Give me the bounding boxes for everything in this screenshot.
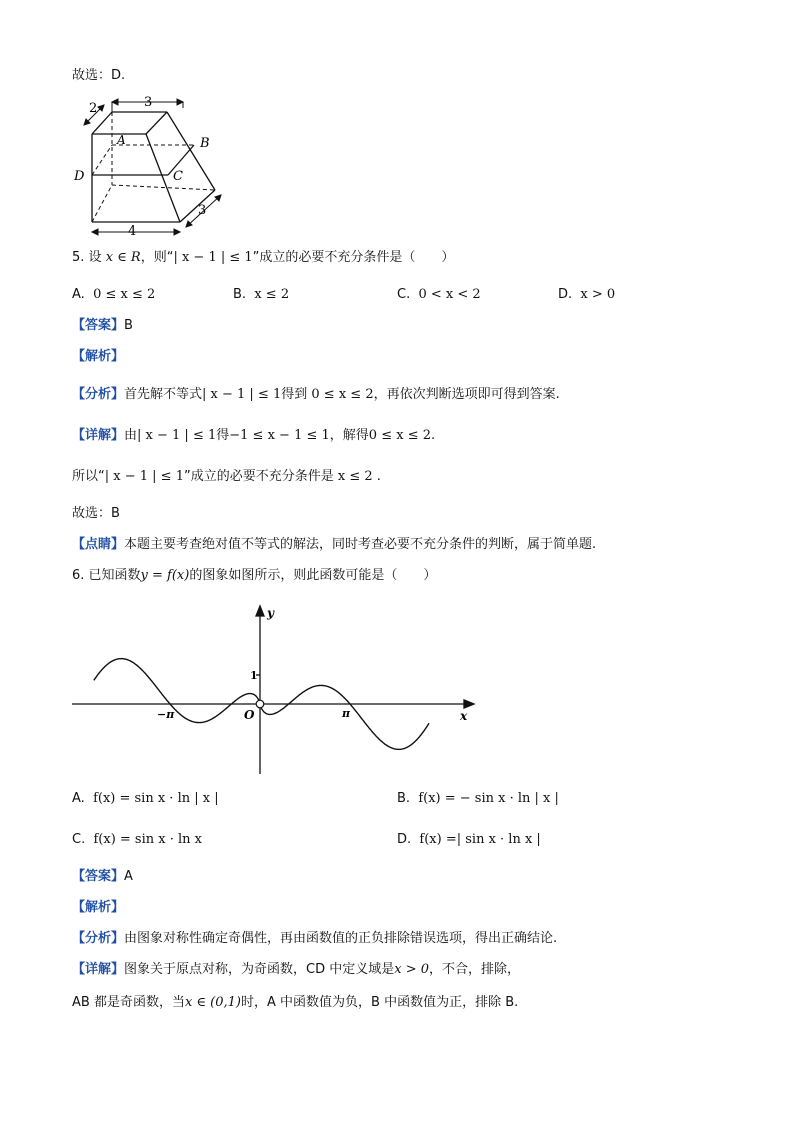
q6-xiangjie: 【详解】图象关于原点对称，为奇函数，CD 中定义域是x > 0，不合，排除，: [72, 962, 521, 977]
q5-fenxi: 【分析】首先解不等式| x − 1 | ≤ 1得到 0 ≤ x ≤ 2，再依次判断选项即可得到答案.: [72, 387, 560, 402]
q6-stem: 6. 已知函数y = f(x)的图象如图所示，则此函数可能是（ ）: [72, 568, 437, 583]
x-tick-neg-pi: −π: [157, 708, 175, 721]
q6-xiangjie-line2: AB 都是奇函数，当x ∈ (0,1)时，A 中函数值为负，B 中函数值为正，排除 B.: [72, 995, 519, 1010]
label-right-length: 3: [198, 203, 207, 218]
q6-option-c: C. f(x) = sin x · ln x: [72, 832, 202, 847]
q5-answer: 【答案】B: [72, 318, 133, 333]
q5-choice: 故选：B: [72, 506, 120, 521]
frustum-figure: [70, 92, 245, 237]
q5-analysis-heading: 【解析】: [72, 349, 125, 364]
label-point-b: B: [200, 136, 210, 151]
q5-option-c: C. 0 < x < 2: [397, 287, 481, 302]
q6-fenxi: 【分析】由图象对称性确定奇偶性，再由函数值的正负排除错误选项，得出正确结论.: [72, 931, 558, 946]
q5-dianjing: 【点睛】本题主要考查绝对值不等式的解法，同时考查必要不充分条件的判断，属于简单题.: [72, 537, 597, 552]
origin-label: O: [244, 708, 255, 722]
x-axis-label: x: [460, 709, 468, 723]
label-left-length: 2: [89, 101, 98, 116]
q5-option-a: A. 0 ≤ x ≤ 2: [72, 287, 156, 302]
x-tick-pi: π: [342, 707, 351, 720]
q5-stem: 5. 设 x ∈ R，则“| x − 1 | ≤ 1”成立的必要不充分条件是（ ）: [72, 250, 455, 265]
q6-option-d: D. f(x) =| sin x · ln x |: [397, 832, 541, 847]
origin-hole: [256, 700, 264, 708]
label-point-a: A: [117, 133, 126, 147]
label-top-length: 3: [144, 95, 153, 110]
y-tick-one: 1: [250, 669, 258, 682]
q5-option-d: D. x > 0: [558, 287, 616, 302]
q6-option-a: A. f(x) = sin x · ln | x |: [72, 791, 219, 806]
q5-xiangjie: 【详解】由| x − 1 | ≤ 1得−1 ≤ x − 1 ≤ 1，解得0 ≤ x ≤ 2.: [72, 428, 436, 443]
label-point-c: C: [173, 169, 183, 184]
q6-answer: 【答案】A: [72, 869, 133, 884]
q5-conclusion: 所以“| x − 1 | ≤ 1”成立的必要不充分条件是 x ≤ 2 .: [72, 469, 381, 484]
q6-option-b: B. f(x) = − sin x · ln | x |: [397, 791, 559, 806]
previous-answer: 故选：D.: [72, 68, 126, 83]
q6-analysis-heading: 【解析】: [72, 900, 125, 915]
function-graph: [70, 602, 480, 778]
label-bottom-length: 4: [128, 224, 137, 237]
label-point-d: D: [74, 169, 85, 184]
y-axis-label: y: [267, 606, 274, 620]
q5-option-b: B. x ≤ 2: [233, 287, 290, 302]
